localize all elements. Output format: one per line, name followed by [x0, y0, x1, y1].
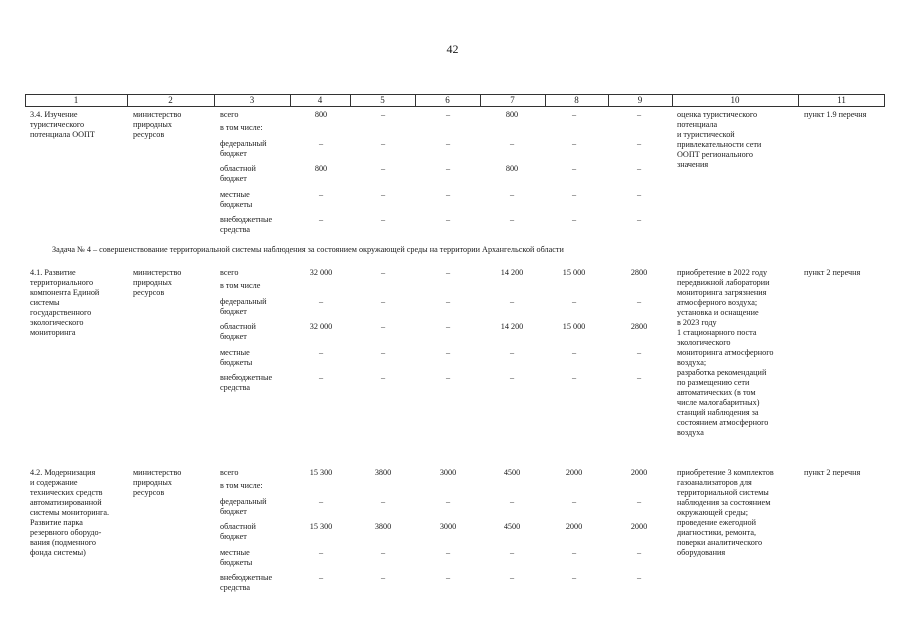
funding-value: –	[509, 215, 515, 224]
column-divider	[672, 94, 673, 107]
funding-value: 15 000	[562, 322, 586, 331]
funding-value: –	[445, 348, 451, 357]
executor-name: министерство природных ресурсов	[133, 268, 182, 297]
funding-value: 15 300	[309, 522, 333, 531]
funding-source: всего	[220, 268, 239, 277]
funding-value: 2800	[630, 268, 648, 277]
activity-name: 4.1. Развитие территориального компонента Единой системы государственного экологического мониторинга	[30, 268, 100, 337]
column-divider	[290, 94, 291, 107]
column-divider	[608, 94, 609, 107]
funding-value: 800	[314, 110, 328, 119]
funding-source: областной бюджет	[220, 322, 256, 341]
column-header-9: 9	[637, 95, 643, 105]
funding-value: –	[636, 497, 642, 506]
funding-value: –	[571, 348, 577, 357]
funding-value: –	[445, 373, 451, 382]
funding-source: федеральный бюджет	[220, 497, 267, 516]
funding-value: –	[318, 348, 324, 357]
funding-value: –	[380, 548, 386, 557]
funding-value: 800	[505, 164, 519, 173]
funding-value: –	[571, 548, 577, 557]
funding-source: федеральный бюджет	[220, 139, 267, 158]
column-header-1: 1	[73, 95, 79, 105]
funding-value: –	[445, 110, 451, 119]
funding-value: –	[509, 348, 515, 357]
funding-value: –	[380, 348, 386, 357]
funding-value: 14 200	[500, 322, 524, 331]
funding-value: –	[380, 497, 386, 506]
funding-value: 3800	[374, 468, 392, 477]
funding-value: 15 000	[562, 268, 586, 277]
funding-value: –	[318, 190, 324, 199]
funding-value: 2000	[630, 468, 648, 477]
funding-source: федеральный бюджет	[220, 297, 267, 316]
reference-item: пункт 1.9 перечня	[804, 110, 867, 119]
column-header-2: 2	[168, 95, 173, 105]
funding-value: 800	[314, 164, 328, 173]
funding-source: в том числе:	[220, 481, 263, 490]
funding-value: 4500	[503, 522, 521, 531]
funding-source: внебюджетные средства	[220, 215, 273, 234]
column-header-7: 7	[510, 95, 515, 105]
funding-source: всего	[220, 110, 239, 119]
activity-name: 4.2. Модернизация и содержание технических средств автоматизированной системы мониторинга. Развитие парка резервного оборудо- вания (подменного фонда системы)	[30, 468, 110, 557]
funding-value: –	[636, 164, 642, 173]
funding-value: –	[636, 110, 642, 119]
funding-source: внебюджетные средства	[220, 373, 273, 392]
funding-value: 14 200	[500, 268, 524, 277]
column-header-4: 4	[317, 95, 323, 105]
funding-source: областной бюджет	[220, 522, 256, 541]
funding-value: 3000	[439, 522, 457, 531]
funding-value: –	[636, 373, 642, 382]
reference-item: пункт 2 перечня	[804, 268, 861, 277]
funding-value: 2000	[565, 468, 583, 477]
funding-value: –	[445, 215, 451, 224]
funding-value: –	[318, 139, 324, 148]
funding-value: 3800	[374, 522, 392, 531]
funding-value: 32 000	[309, 322, 333, 331]
funding-value: –	[380, 268, 386, 277]
funding-value: –	[445, 268, 451, 277]
funding-value: 32 000	[309, 268, 333, 277]
funding-value: 800	[505, 110, 519, 119]
funding-value: 2000	[630, 522, 648, 531]
funding-value: –	[636, 573, 642, 582]
funding-value: –	[318, 573, 324, 582]
task-heading: Задача № 4 – совершенствование территориальной системы наблюдения за состоянием окружающей среды на территории Архангельской области	[52, 245, 564, 254]
funding-value: –	[509, 373, 515, 382]
funding-value: 2000	[565, 522, 583, 531]
funding-value: –	[571, 110, 577, 119]
reference-item: пункт 2 перечня	[804, 468, 861, 477]
column-divider	[545, 94, 546, 107]
funding-value: –	[445, 322, 451, 331]
funding-value: –	[571, 190, 577, 199]
expected-result: приобретение в 2022 году передвижной лаборатории мониторинга загрязнения атмосферного воздуха; установка и оснащение в 2023 году 1 стационарного поста экологического мониторинга атмосферного воздуха; разработка рекомендаций по размещению сети автоматических (в том числе малогабаритных) станций наблюдения за состоянием атмосферного воздуха	[677, 268, 774, 437]
funding-value: –	[380, 190, 386, 199]
funding-source: местные бюджеты	[220, 548, 253, 567]
funding-source: внебюджетные средства	[220, 573, 273, 592]
funding-value: –	[571, 215, 577, 224]
funding-value: –	[509, 139, 515, 148]
funding-value: –	[380, 297, 386, 306]
column-divider	[214, 94, 215, 107]
column-header-6: 6	[445, 95, 450, 105]
expected-result: приобретение 3 комплектов газоанализаторов для территориальной системы наблюдения за состоянием окружающей среды; проведение ежегодной диагностики, ремонта, поверки аналитического оборудования	[677, 468, 774, 557]
funding-value: –	[509, 548, 515, 557]
funding-value: –	[445, 497, 451, 506]
funding-value: –	[636, 190, 642, 199]
funding-value: –	[318, 297, 324, 306]
funding-value: 2800	[630, 322, 648, 331]
funding-source: местные бюджеты	[220, 190, 253, 209]
funding-value: –	[380, 322, 386, 331]
column-divider	[127, 94, 128, 107]
column-divider	[798, 94, 799, 107]
funding-value: –	[445, 139, 451, 148]
activity-name: 3.4. Изучение туристического потенциала ООПТ	[30, 110, 95, 139]
funding-source: местные бюджеты	[220, 348, 253, 367]
funding-value: –	[318, 215, 324, 224]
funding-value: –	[509, 497, 515, 506]
funding-value: –	[445, 548, 451, 557]
funding-value: –	[380, 139, 386, 148]
page-number: 42	[446, 42, 459, 56]
funding-value: –	[445, 190, 451, 199]
column-header-5: 5	[380, 95, 385, 105]
funding-value: –	[380, 110, 386, 119]
funding-value: –	[636, 297, 642, 306]
executor-name: министерство природных ресурсов	[133, 468, 182, 497]
funding-value: –	[571, 573, 577, 582]
funding-value: 4500	[503, 468, 521, 477]
column-header-11: 11	[837, 95, 846, 105]
column-header-10: 10	[730, 95, 740, 105]
funding-value: –	[571, 497, 577, 506]
funding-value: –	[509, 297, 515, 306]
funding-value: –	[571, 297, 577, 306]
column-divider	[480, 94, 481, 107]
funding-value: –	[318, 373, 324, 382]
funding-source: всего	[220, 468, 239, 477]
expected-result: оценка туристического потенциала и туристической привлекательности сети ООПТ регионального значения	[677, 110, 762, 169]
column-header-8: 8	[574, 95, 579, 105]
funding-value: 3000	[439, 468, 457, 477]
funding-value: –	[318, 548, 324, 557]
column-divider	[415, 94, 416, 107]
column-divider	[350, 94, 351, 107]
funding-value: –	[509, 573, 515, 582]
funding-value: –	[445, 573, 451, 582]
funding-value: –	[509, 190, 515, 199]
funding-source: в том числе:	[220, 123, 263, 132]
funding-value: –	[380, 573, 386, 582]
funding-value: –	[380, 164, 386, 173]
funding-value: –	[636, 548, 642, 557]
funding-value: –	[380, 373, 386, 382]
funding-value: –	[636, 139, 642, 148]
funding-source: в том числе	[220, 281, 261, 290]
funding-value: –	[445, 297, 451, 306]
column-header-3: 3	[249, 95, 255, 105]
funding-value: –	[571, 164, 577, 173]
funding-source: областной бюджет	[220, 164, 256, 183]
executor-name: министерство природных ресурсов	[133, 110, 182, 139]
funding-value: –	[571, 139, 577, 148]
funding-value: –	[636, 348, 642, 357]
funding-value: 15 300	[309, 468, 333, 477]
funding-value: –	[571, 373, 577, 382]
funding-value: –	[445, 164, 451, 173]
funding-value: –	[380, 215, 386, 224]
funding-value: –	[636, 215, 642, 224]
funding-value: –	[318, 497, 324, 506]
